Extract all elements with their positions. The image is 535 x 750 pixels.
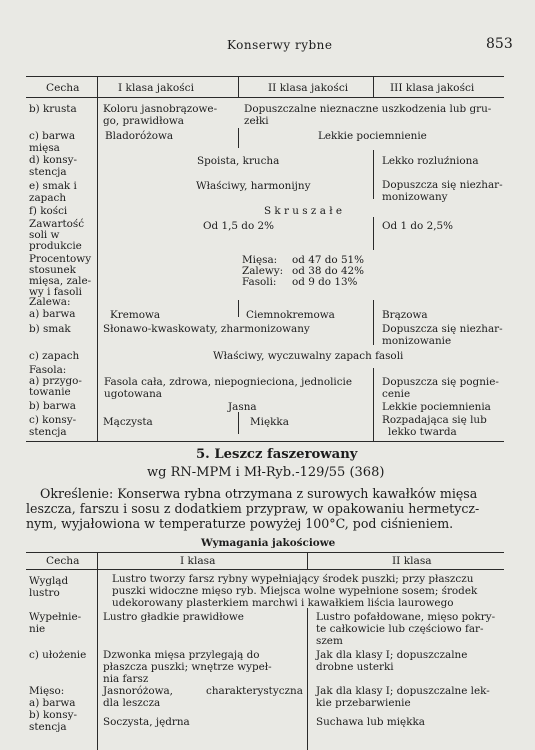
cell-mieso-barwa-2a: Jak dla klasy I; dopuszczalne lek- xyxy=(316,685,490,697)
row-label-smak-b: zapach xyxy=(29,192,67,204)
t2-header-class-1: I klasa xyxy=(180,555,216,567)
cell-zalewa-barwa-1: Kremowa xyxy=(110,309,161,321)
proportion-value-fasola: od 9 do 13% xyxy=(292,276,358,288)
row-label-fasola-a: Fasola: xyxy=(29,364,67,376)
cell-fasola-przyg-3a: Dopuszcza się pognie- xyxy=(382,376,499,388)
cell-fasola-przyg-3b: cenie xyxy=(382,388,411,400)
row-label-krusta: b) krusta xyxy=(29,103,77,115)
cell-mieso-kons-1: Soczysta, jędrna xyxy=(103,716,190,728)
cell-wyglad-line-2: puszki widoczne mięso ryb. Miejsca wolne wypełnione sosem; środek xyxy=(112,585,478,597)
proportion-name-fasola: Fasoli: xyxy=(242,276,277,288)
row-label-wypelnienie-b: nie xyxy=(29,623,46,635)
running-header xyxy=(0,38,535,58)
cell-fasola-kons-1: Mączysta xyxy=(103,416,153,428)
cell-zapach-123: Właściwy, wyczuwalny zapach fasoli xyxy=(213,350,404,362)
definition-line-1: Określenie: Konserwa rybna otrzymana z surowych kawałków mięsa xyxy=(40,486,478,501)
cell-mieso-barwa-2b: kie przebarwienie xyxy=(316,697,411,709)
row-label-zalewa-b: a) barwa xyxy=(29,308,76,320)
cell-wyglad-line-3: udekorowany plasterkiem marchwi i kawałkiem liścia laurowego xyxy=(112,597,454,609)
cell-fasola-przyg-12b: ugotowana xyxy=(104,388,163,400)
cell-krusta-1a: Koloru jasnobrązowe- xyxy=(103,103,218,115)
row-label-wyglad-b: lustro xyxy=(29,587,60,599)
row-label-procent-d: wy i fasoli xyxy=(29,286,82,298)
cell-krusta-2a: Dopuszczalne nieznaczne uszkodzenia lub gru- xyxy=(244,103,492,115)
row-label-konsystencja-b: stencja xyxy=(29,166,67,178)
cell-mieso-kons-2: Suchawa lub miękka xyxy=(316,716,425,728)
cell-konsystencja-12: Spoista, krucha xyxy=(197,155,280,167)
cell-fasola-kons-3b: lekko twarda xyxy=(388,426,457,438)
cell-wypelnienie-1: Lustro gładkie prawidłowe xyxy=(103,611,244,623)
cell-krusta-2b: zełki xyxy=(244,115,269,127)
row-label-sol-c: produkcie xyxy=(29,240,82,252)
row-label-fasola-c: towanie xyxy=(29,386,71,398)
section-norm: wg RN-MPM i Mł-Ryb.-129/55 (368) xyxy=(147,465,385,480)
row-label-kosci: f) kości xyxy=(29,205,68,217)
cell-smak-3b: monizowany xyxy=(382,191,448,203)
row-label-mieso-a: Mięso: xyxy=(29,685,65,697)
row-label-zalewa-smak: b) smak xyxy=(29,323,71,335)
row-label-procent-a: Procentowy xyxy=(29,253,92,265)
cell-wypelnienie-2a: Lustro pofałdowane, mięso pokry- xyxy=(316,611,496,623)
row-label-fasola-barwa: b) barwa xyxy=(29,400,76,412)
proportion-name-zalewa: Zalewy: xyxy=(242,265,284,277)
cell-wypelnienie-2b: te całkowicie lub częściowo far- xyxy=(316,623,484,635)
cell-barwa-1: Bladoróżowa xyxy=(105,130,174,142)
t2-header-cecha: Cecha xyxy=(46,555,80,567)
t1-header-class-2: II klasa jakości xyxy=(268,82,349,94)
cell-smak-3a: Dopuszcza się niezhar- xyxy=(382,179,503,191)
row-label-sol-b: soli w xyxy=(29,229,60,241)
proportion-value-zalewa: od 38 do 42% xyxy=(292,265,365,277)
cell-ulozenie-1b: płaszcza puszki; wnętrze wypeł- xyxy=(103,661,272,673)
row-label-procent-b: stosunek xyxy=(29,264,76,276)
row-label-sol-a: Zawartość xyxy=(29,218,85,230)
row-label-barwa-b: mięsa xyxy=(29,142,60,154)
cell-kosci-123: S k r u s z a ł e xyxy=(264,205,343,217)
cell-fasola-przyg-12a: Fasola cała, zdrowa, niepognieciona, jednolicie xyxy=(104,376,353,388)
row-label-fasola-b: a) przygo- xyxy=(29,375,82,387)
cell-mieso-barwa-1a: Jasnoróżowa, charakterystyczna xyxy=(103,685,303,697)
t1-header-class-1: I klasa jakości xyxy=(118,82,194,94)
cell-zalewa-smak-3b: monizowanie xyxy=(382,335,452,347)
cell-fasola-barwa-3: Lekkie pociemnienia xyxy=(382,401,491,413)
page-number: 853 xyxy=(486,36,513,52)
cell-zalewa-barwa-2: Ciemnokremowa xyxy=(246,309,335,321)
cell-mieso-barwa-1b: dla leszcza xyxy=(103,697,161,709)
section-title: 5. Leszcz faszerowany xyxy=(196,447,358,462)
cell-wypelnienie-2c: szem xyxy=(316,635,343,647)
t1-header-class-3: III klasa jakości xyxy=(390,82,475,94)
cell-ulozenie-2b: drobne usterki xyxy=(316,661,394,673)
row-label-zapach: c) zapach xyxy=(29,350,80,362)
cell-fasola-kons-2: Miękka xyxy=(250,416,289,428)
cell-wyglad-line-1: Lustro tworzy farsz rybny wypełniający środek puszki; przy płaszczu xyxy=(112,573,474,585)
row-label-ulozenie: c) ułożenie xyxy=(29,649,87,661)
row-label-zalewa-a: Zalewa: xyxy=(29,296,71,308)
cell-sol-12: Od 1,5 do 2% xyxy=(203,220,274,232)
cell-ulozenie-1a: Dzwonka mięsa przylegają do xyxy=(103,649,260,661)
proportion-value-mieso: od 47 do 51% xyxy=(292,254,365,266)
cell-sol-3: Od 1 do 2,5% xyxy=(382,220,453,232)
row-label-konsystencja-a: d) konsy- xyxy=(29,154,77,166)
cell-fasola-kons-3a: Rozpadająca się lub xyxy=(382,414,487,426)
cell-barwa-23: Lekkie pociemnienie xyxy=(318,130,427,142)
row-label-barwa-a: c) barwa xyxy=(29,130,76,142)
requirements-subtitle: Wymagania jakościowe xyxy=(201,537,336,549)
row-label-procent-c: mięsa, zale- xyxy=(29,275,92,287)
cell-krusta-1b: go, prawidłowa xyxy=(103,115,184,127)
cell-konsystencja-3: Lekko rozluźniona xyxy=(382,155,479,167)
row-label-wyglad-a: Wygląd xyxy=(29,575,69,587)
cell-zalewa-barwa-3: Brązowa xyxy=(382,309,428,321)
t2-header-class-2: II klasa xyxy=(392,555,432,567)
row-label-mieso-kons-b: stencja xyxy=(29,721,67,733)
row-label-fasola-kons-b: stencja xyxy=(29,426,67,438)
cell-smak-12: Właściwy, harmonijny xyxy=(196,180,311,192)
row-label-mieso-b: a) barwa xyxy=(29,697,76,709)
row-label-mieso-kons-a: b) konsy- xyxy=(29,709,77,721)
running-title: Konserwy rybne xyxy=(227,38,333,52)
cell-fasola-barwa-12: Jasna xyxy=(228,401,257,413)
t1-header-cecha: Cecha xyxy=(46,82,80,94)
cell-zalewa-smak-1: Słonawo-kwaskowaty, zharmonizowany xyxy=(103,323,310,335)
definition-line-2: leszcza, farszu i sosu z dodatkiem przypraw, w opakowaniu hermetycz- xyxy=(26,501,480,516)
cell-zalewa-smak-3a: Dopuszcza się niezhar- xyxy=(382,323,503,335)
cell-ulozenie-1c: nia farsz xyxy=(103,673,149,685)
proportion-name-mieso: Mięsa: xyxy=(242,254,278,266)
row-label-wypelnienie-a: Wypełnie- xyxy=(29,611,82,623)
cell-ulozenie-2a: Jak dla klasy I; dopuszczalne xyxy=(316,649,468,661)
row-label-smak-a: e) smak i xyxy=(29,180,77,192)
row-label-fasola-kons-a: c) konsy- xyxy=(29,414,77,426)
definition-line-3: nym, wyjałowiona w temperaturze powyżej 100°C, pod ciśnieniem. xyxy=(26,516,454,531)
